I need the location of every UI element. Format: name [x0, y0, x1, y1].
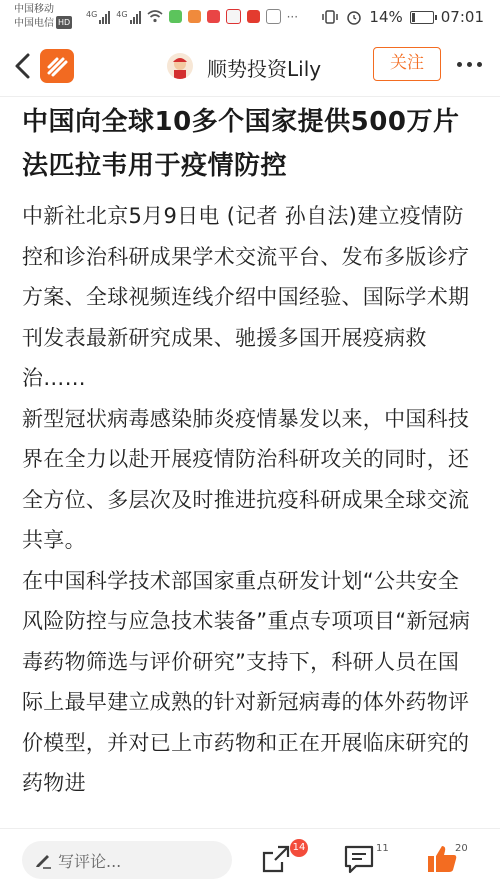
signal-icon: 4G [86, 10, 110, 24]
calendar-icon [226, 9, 241, 24]
carrier-2: 中国电信 [14, 18, 54, 29]
author-name[interactable]: 顺势投资Lily [207, 57, 322, 81]
headline-app-icon [247, 10, 260, 23]
comment-count: 11 [376, 843, 389, 854]
hd-badge: HD [58, 18, 71, 27]
news-app-icon [207, 10, 220, 23]
article-paragraph-2: 新型冠状病毒感染肺炎疫情暴发以来，中国科技界在全力以赴开展疫情防治科研攻关的同时，还全方位、多层次及时推进抗疫科研成果全球交流共享。 [22, 406, 470, 552]
status-icons-right [321, 8, 484, 26]
author-avatar[interactable] [167, 53, 193, 79]
article-paragraph-3: 在中国科学技术部国家重点研发计划“公共安全风险防控与应急技术装备”重点专项项目“新冠病毒药物筛选与评价研究”支持下，科研人员在国际上最早建立成熟的针对新冠病毒的体外药物评价模型，并对已上市药物和正在开展临床研究的药物进 [22, 568, 471, 795]
comment-icon[interactable] [343, 843, 375, 875]
alarm-icon [346, 9, 362, 25]
share-icon[interactable] [260, 843, 292, 875]
status-icons-left [86, 9, 298, 24]
share-count-badge: 14 [290, 839, 308, 857]
comment-input[interactable] [22, 841, 232, 879]
vibrate-icon [321, 10, 339, 24]
comment-placeholder: 写评论... [58, 852, 122, 871]
like-icon[interactable] [426, 843, 458, 875]
article-header [0, 36, 500, 97]
bottom-action-bar [0, 828, 500, 889]
wifi-icon [147, 10, 163, 23]
wechat-icon [169, 10, 182, 23]
app-logo-icon[interactable] [40, 49, 74, 83]
status-bar [0, 0, 500, 36]
carrier-1: 中国移动 [14, 4, 54, 15]
battery-percent: 14% [369, 8, 403, 26]
article-paragraph-1: 中新社北京5月9日电 (记者 孙自法)建立疫情防控和诊治科研成果学术交流平台、发布多版诊疗方案、全球视频连线介绍中国经验、国际学术期刊发表最新研究成果、驰援多国开展疫病救治…… [22, 204, 470, 390]
app-notification-icon [188, 10, 201, 23]
pencil-icon [34, 851, 52, 869]
more-icon[interactable] [457, 62, 482, 67]
back-icon[interactable] [10, 50, 38, 82]
follow-button[interactable]: 关注 [373, 47, 441, 81]
article-body [22, 100, 480, 804]
news-reader-icon [266, 9, 281, 24]
carrier-info [14, 3, 72, 30]
clock-time: 07:01 [440, 8, 484, 26]
battery-icon [410, 11, 434, 24]
article-title: 中国向全球10多个国家提供500万片法匹拉韦用于疫情防控 [22, 107, 460, 181]
like-count: 20 [455, 843, 468, 854]
more-notifications-icon: ··· [286, 9, 299, 24]
signal-icon-2: 4G [116, 10, 140, 24]
